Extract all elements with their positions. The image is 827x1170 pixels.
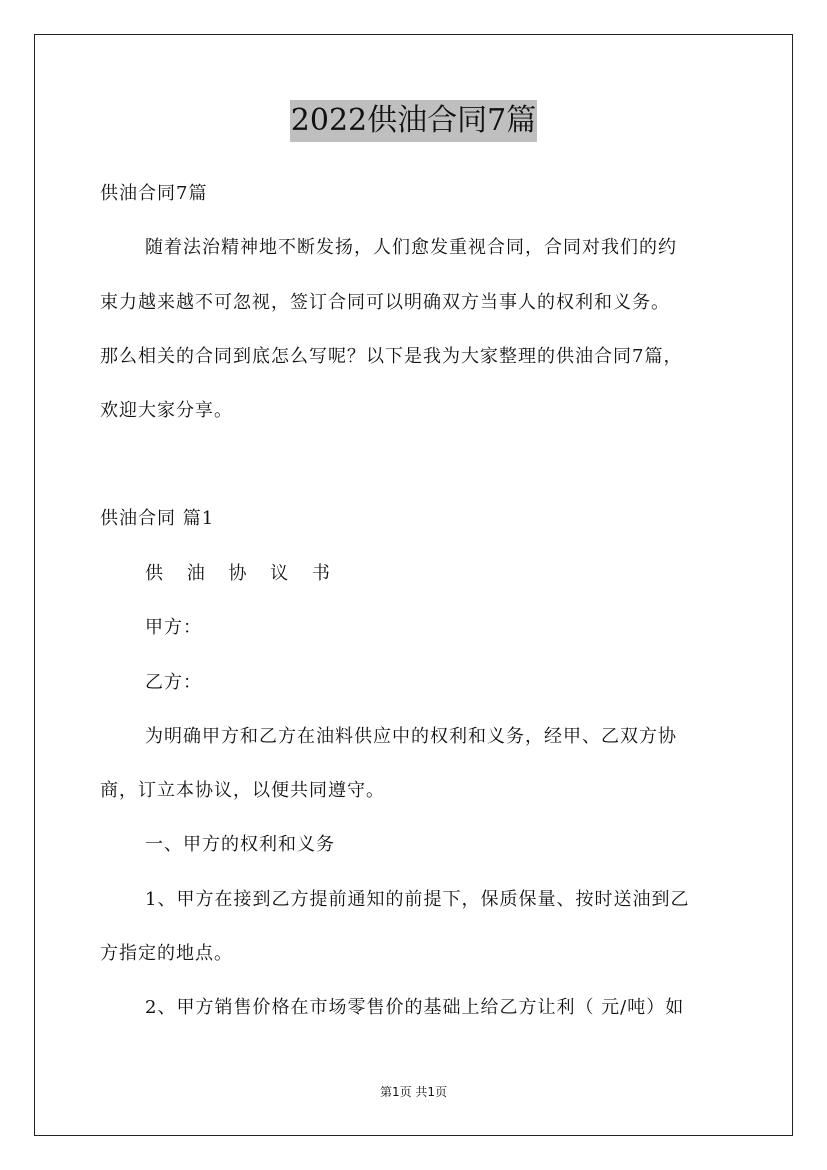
clause-2-line-1: 2、甲方销售价格在市场零售价的基础上给乙方让利（ 元/吨）如 bbox=[145, 997, 685, 1018]
intro-line-1: 随着法治精神地不断发扬，人们愈发重视合同，合同对我们的约 bbox=[145, 237, 677, 258]
page-footer: 第1页 共1页 bbox=[379, 1085, 448, 1099]
party-b-label: 乙方： bbox=[145, 672, 202, 693]
intro-line-3: 那么相关的合同到底怎么写呢？以下是我为大家整理的供油合同7篇， bbox=[100, 346, 683, 367]
clause-1-line-2: 方指定的地点。 bbox=[100, 943, 233, 964]
document-subtitle: 供油合同7篇 bbox=[100, 183, 208, 204]
clause-heading: 一、甲方的权利和义务 bbox=[145, 834, 335, 855]
document-title-container bbox=[0, 100, 827, 146]
intro-line-2: 束力越来越不可忽视，签订合同可以明确双方当事人的权利和义务。 bbox=[100, 292, 670, 313]
party-a-label: 甲方： bbox=[145, 617, 202, 638]
purpose-line-1: 为明确甲方和乙方在油料供应中的权利和义务，经甲、乙双方协 bbox=[145, 726, 677, 747]
agreement-title: 供 油 协 议 书 bbox=[145, 563, 339, 584]
intro-line-4: 欢迎大家分享。 bbox=[100, 400, 233, 421]
purpose-line-2: 商，订立本协议，以便共同遵守。 bbox=[100, 780, 385, 801]
clause-1-line-1: 1、甲方在接到乙方提前通知的前提下，保质保量、按时送油到乙 bbox=[145, 889, 690, 910]
document-title: 2022供油合同7篇 bbox=[290, 100, 537, 142]
section-heading: 供油合同 篇1 bbox=[100, 508, 215, 529]
